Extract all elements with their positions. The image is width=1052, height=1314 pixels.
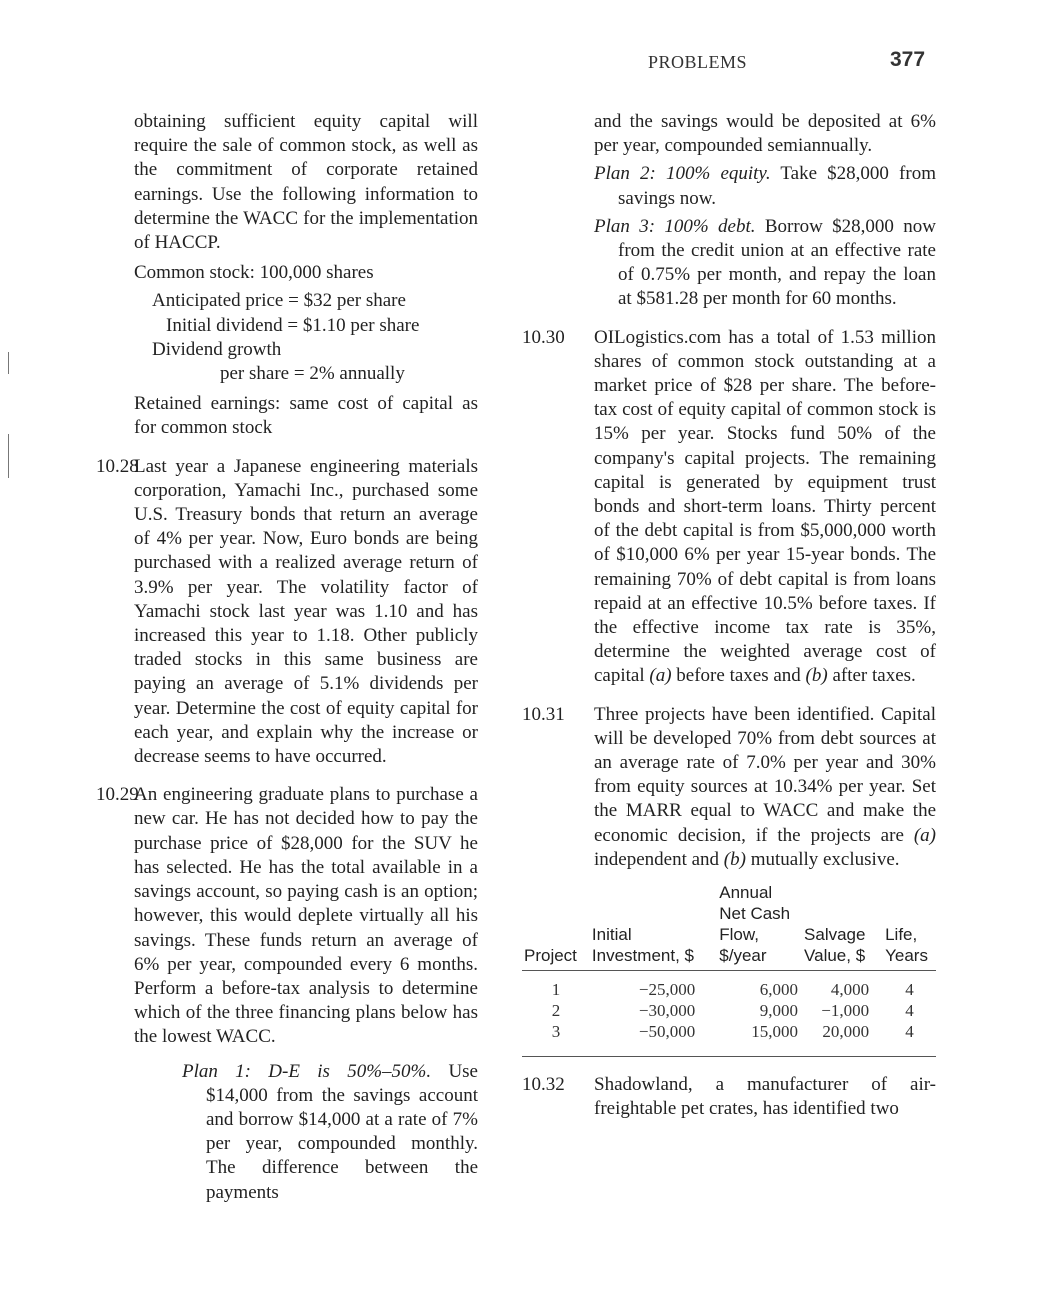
plan-title: Plan 1: D-E is 50%–50%. (182, 1060, 432, 1082)
running-head: PROBLEMS (648, 52, 748, 72)
projects-table (522, 882, 936, 1057)
stock-line: per share = 2% annually (220, 363, 405, 385)
column-header: Salvage Value, $ (804, 925, 866, 966)
page-header (0, 48, 1052, 78)
common-stock-label: Common stock: 100,000 shares (134, 262, 374, 284)
problem-number: 10.32 (522, 1074, 565, 1096)
problem-text: Shadowland, a manufacturer of air-freightable pet crates, has identified two (594, 1074, 936, 1120)
problem-10-32 (522, 1073, 936, 1121)
left-column (96, 110, 478, 1205)
problem-number: 10.30 (522, 326, 565, 348)
plan-text: Borrow $28,000 now from the credit union at an effective rate of 0.75% per month, and repay the loan at $581.28 per month for 60 months. (618, 215, 936, 310)
margin-mark (8, 434, 9, 478)
page-number: 377 (890, 48, 926, 71)
plan-1 (182, 1060, 478, 1205)
problem-text: An engineering graduate plans to purchase a new car. He has not decided how to pay the purchase price of $28,000 for the SUV he has selected. He has the total available in a savings account, so paying cash is an option; however, this would deplete virtually all his savings. These funds return an average of 6% per year, compounded every 6 months. Perform a before-tax analysis to determine which of the three financing plans below has the lowest WACC. (134, 784, 478, 1048)
plan-title: Plan 2: 100% equity. (594, 163, 771, 185)
problem-10-29 (96, 783, 478, 1049)
plan-1-continued-text: and the savings would be deposited at 6% per year, compounded semiannually. (594, 111, 936, 157)
stock-info (152, 289, 478, 386)
table-row: 2 −30,000 9,000 −1,000 4 (551, 1001, 914, 1021)
problem-number: 10.29 (96, 784, 139, 806)
plan-1-continued (594, 110, 936, 312)
problem-text: Three projects have been identified. Capital will be developed 70% from debt sources at an average rate of 7.0% per year and 30% from equity sources at 10.34% per year. Set the MARR equal to WACC and make the economic decision, if the projects are (a) independent and (b) mutually exclusive. (594, 703, 936, 870)
stock-line: Initial dividend = $1.10 per share (166, 314, 420, 336)
problem-text: Last year a Japanese engineering materials corporation, Yamachi Inc., purchased some U.S. Treasury bonds that return an average of 4% per year. Now, Euro bonds are being purchased with a realized average return of 3.9% per year. The volatility factor of Yamachi stock last year was 1.10 and has increased this year to 1.18. Other publicly traded stocks in this same business are paying an average of 5.1% dividends per year. Determine the cost of equity capital for each year, and explain why the increase or decrease seems to have occurred. (134, 455, 478, 768)
table-header-row (522, 882, 936, 971)
table-row: 3 −50,000 15,000 20,000 4 (522, 1021, 936, 1057)
plan-text: Use $14,000 from the savings account and borrow $14,000 at a rate of 7% per year, compounded monthly. The difference between the payments (206, 1060, 478, 1203)
plan-3 (594, 215, 936, 312)
column-header: Initial Investment, $ (591, 925, 694, 966)
column-header: Annual Net Cash Flow, $/year (719, 883, 791, 966)
retained-earnings-note: Retained earnings: same cost of capital as for common stock (134, 393, 478, 439)
column-header: Life, Years (885, 925, 928, 966)
plan-title: Plan 3: 100% debt. (594, 215, 756, 237)
intro-paragraph: obtaining sufficient equity capital will require the sale of common stock, as well as the commitment of corporate retained earnings. Use the following information to determine the WACC for the implementation of HACCP. (134, 111, 478, 254)
column-header: Project (524, 946, 577, 966)
stock-line: Dividend growth (152, 338, 282, 360)
margin-mark (8, 352, 9, 374)
table-row: 1 −25,000 6,000 4,000 4 (551, 980, 914, 1000)
problem-10-30 (522, 326, 936, 689)
problem-10-28 (96, 455, 478, 770)
plan-text: Take $28,000 from savings now. (618, 163, 936, 209)
plan-2 (594, 162, 936, 210)
problem-number: 10.28 (96, 455, 139, 477)
problem-number: 10.31 (522, 703, 565, 725)
right-column (522, 110, 936, 1122)
problem-10-31 (522, 703, 936, 872)
problem-text: OILogistics.com has a total of 1.53 million shares of common stock outstanding at a market price of $28 per share. The before-tax cost of equity capital of common stock is 15% per year. Stocks fund 50% of the company's capital projects. The remaining capital is generated by equipment trust bonds and short-term loans. Thirty percent of the debt capital is from $5,000,000 worth of $10,000 6% per year 15-year bonds. The remaining 70% of debt capital is from loans repaid at an effective 10.5% before taxes. If the effective income tax rate is 35%, determine the weighted average cost of capital (a) before taxes and (b) after taxes. (594, 326, 936, 687)
stock-line: Anticipated price = $32 per share (152, 290, 406, 312)
